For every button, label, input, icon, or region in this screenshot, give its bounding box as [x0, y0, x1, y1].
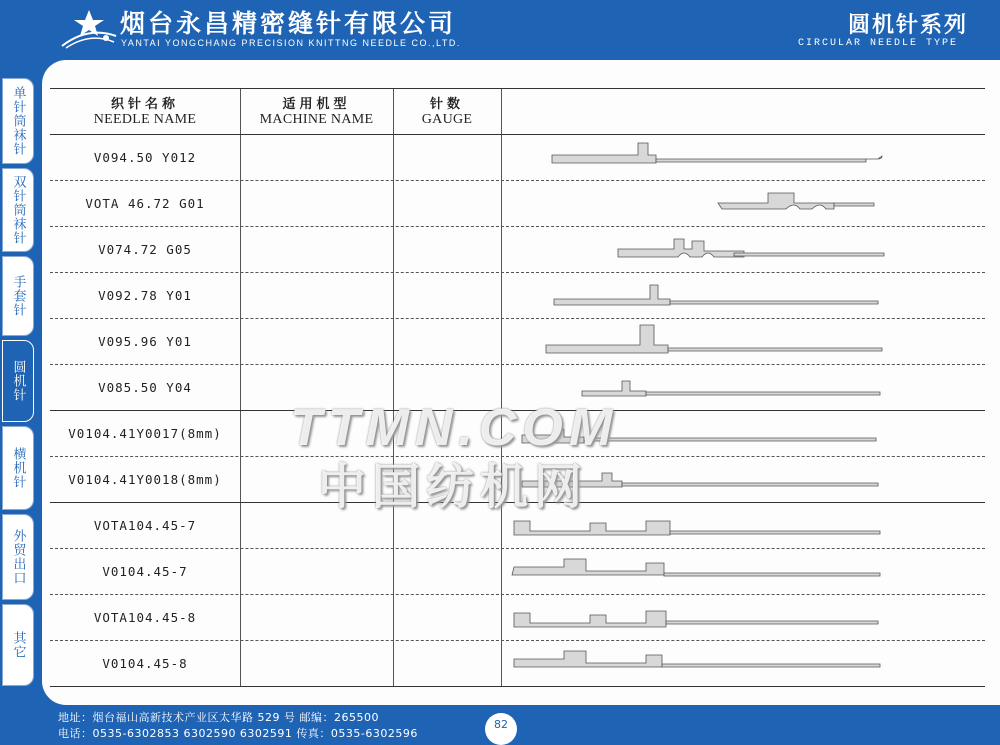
needle-illustrations [502, 89, 985, 686]
tab-circular[interactable]: 圆机针 [2, 340, 34, 422]
needle-name: V0104.45-7 [102, 564, 188, 579]
needle-image [670, 531, 880, 534]
needle-name: V092.78 Y01 [98, 288, 192, 303]
header-en: NEEDLE NAME [93, 112, 197, 127]
header-cn: 适用机型 [282, 97, 351, 112]
tab-export[interactable]: 外贸出口 [2, 514, 34, 600]
needle-table [50, 88, 985, 687]
needle-name: V0104.41Y0018(8mm) [68, 472, 222, 487]
needle-name: V074.72 G05 [98, 242, 192, 257]
needle-image [514, 521, 670, 535]
needle-image [622, 483, 878, 486]
needle-image [670, 301, 878, 304]
needle-image [718, 193, 834, 209]
header-cn: 织针名称 [110, 97, 179, 112]
needle-image [582, 381, 646, 396]
needle-image [656, 159, 866, 162]
tab-flat[interactable]: 横机针 [2, 426, 34, 510]
needle-image [666, 621, 878, 624]
needle-name: V094.50 Y012 [93, 150, 197, 165]
needle-image [584, 438, 876, 441]
needle-name: V085.50 Y04 [98, 380, 192, 395]
needle-image [512, 559, 664, 575]
needle-image [514, 611, 666, 627]
header-en: MACHINE NAME [259, 112, 374, 127]
header-needle-name [50, 89, 240, 133]
needle-name: VOTA104.45-8 [93, 610, 197, 625]
needle-name: VOTA 46.72 G01 [85, 196, 205, 211]
needle-image [866, 156, 882, 159]
section-title-en: CIRCULAR NEEDLE TYPE [797, 38, 958, 49]
page-header [0, 0, 1000, 60]
needle-image [734, 253, 884, 256]
needle-image [554, 285, 670, 305]
needle-name: V095.96 Y01 [98, 334, 192, 349]
company-name-en: YANTAI YONGCHANG PRECISION KNITTNG NEEDLE CO.,LTD. [121, 38, 461, 48]
needle-name: V0104.41Y0017(8mm) [68, 426, 222, 441]
header-gauge [393, 89, 501, 133]
needle-image [618, 239, 744, 257]
company-logo-icon [58, 6, 120, 52]
tab-double-cylinder-sock[interactable]: 双针筒袜针 [2, 168, 34, 252]
tab-glove[interactable]: 手套针 [2, 256, 34, 336]
footer-address: 地址：烟台福山高新技术产业区太华路 529 号 邮编：265500 [58, 711, 379, 724]
needle-image [668, 348, 882, 351]
page-number: 82 [485, 713, 517, 745]
needle-image [546, 325, 668, 353]
needle-image [662, 664, 880, 667]
tab-other[interactable]: 其它 [2, 604, 34, 686]
needle-image [514, 651, 662, 667]
needle-image [834, 203, 874, 206]
needle-image [552, 143, 656, 163]
needle-name: VOTA104.45-7 [93, 518, 197, 533]
needle-image [646, 392, 880, 395]
header-en: GAUGE [421, 112, 473, 127]
needle-image [664, 573, 880, 576]
company-name-cn: 烟台永昌精密缝针有限公司 [120, 9, 457, 38]
header-cn: 针数 [429, 97, 464, 112]
needle-name: V0104.45-8 [102, 656, 188, 671]
footer-phone: 电话：0535-6302853 6302590 6302591 传真：0535-6302596 [58, 727, 418, 740]
tab-single-cylinder-sock[interactable]: 单针筒袜针 [2, 78, 34, 164]
section-title-cn: 圆机针系列 [847, 13, 968, 38]
header-machine-name [240, 89, 393, 133]
watermark-text: TTMN.COM [290, 399, 619, 457]
watermark-text: 中国纺机网 [318, 459, 589, 515]
page-footer [0, 705, 1000, 743]
